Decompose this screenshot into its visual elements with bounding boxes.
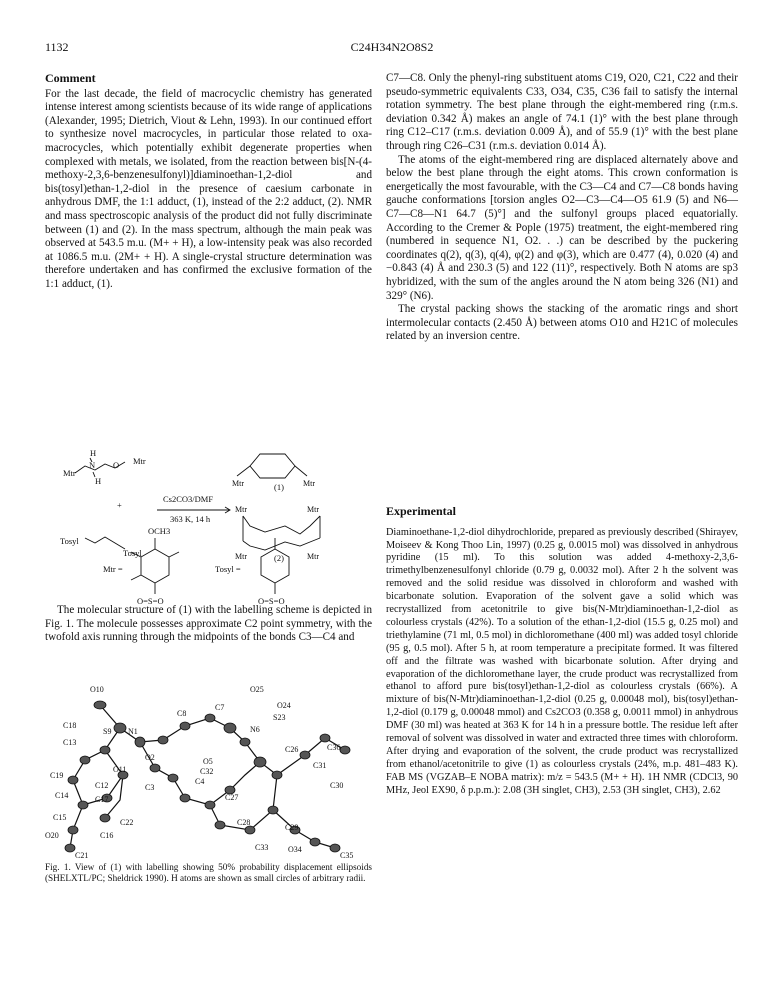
experimental-section bbox=[386, 505, 738, 798]
atom-label-o11: O11 bbox=[113, 765, 127, 774]
ortep-figure bbox=[45, 680, 372, 860]
atom-label-c32: C32 bbox=[200, 767, 214, 776]
page-header bbox=[45, 40, 739, 56]
scheme-reagent: Cs2CO3/DMF bbox=[163, 494, 214, 504]
atom-label-c8: C8 bbox=[177, 709, 187, 718]
scheme-tosyl-1: Tosyl bbox=[60, 536, 79, 546]
scheme-plus: + bbox=[117, 500, 122, 510]
page-number: 1132 bbox=[45, 40, 69, 54]
atom-labels bbox=[45, 685, 353, 860]
atom-label-c29: C29 bbox=[285, 823, 299, 832]
packing-paragraph: The crystal packing shows the stacking of the aromatic rings and short intermolecular contacts (2.450 Å) between atoms O10 and H21C of molecules related by an inversion centre. bbox=[386, 303, 738, 343]
mtr-definition: Mtr = bbox=[103, 564, 123, 574]
atom-label-o20: O20 bbox=[45, 831, 59, 840]
left-column-bottom bbox=[45, 604, 372, 645]
scheme-mtr-2a: Mtr bbox=[235, 505, 247, 514]
tosyl-definition: Tosyl = bbox=[215, 564, 241, 574]
atom-label-c26: C26 bbox=[285, 745, 299, 754]
atom-label-o25: O25 bbox=[250, 685, 264, 694]
atom-label-o2: O2 bbox=[145, 753, 155, 762]
so2-tosyl: O=S=O bbox=[258, 596, 285, 606]
scheme-mtr-right: Mtr bbox=[133, 456, 146, 466]
atom-label-c30: C30 bbox=[330, 781, 344, 790]
atom-label-c36: C36 bbox=[327, 743, 341, 752]
atom-label-o10: O10 bbox=[90, 685, 104, 694]
atom-label-c13: C13 bbox=[63, 738, 77, 747]
conformation-paragraph: The atoms of the eight-membered ring are displaced alternately above and below the best plane through the eight atoms. This crown conformation is energetically the most favourable, with the C3—C4 and C7—C8 bonds having gauche conformations [torsion angles O2—C3—C4—O5 61.9 (5) and N6—C7—C8—N1 64.7 (5)°] and the sulfonyl groups placed equatorially. According to the Cremer & Pople (1975) treatment, the eight-membered ring (numbered in sequence N1, O2. . .) can be described by the puckering coordinates q(2), q(3), q(4), φ(2) and φ(3), which are 0.477 (4), 0.020 (4) and −0.843 (4) Å and 230.3 (5) and 122 (11)°, respectively. Both N atoms are sp3 hybridized, with the sum of the angles around the N atom being 326 (N1) and 329° (N6). bbox=[386, 153, 738, 302]
atom-label-c17: C17 bbox=[95, 795, 109, 804]
atom-label-c16: C16 bbox=[100, 831, 114, 840]
running-formula: C24H34N2O8S2 bbox=[350, 40, 434, 54]
scheme-mtr-1a: Mtr bbox=[232, 479, 244, 488]
atom-label-s9: S9 bbox=[103, 727, 112, 736]
atom-ellipsoids bbox=[65, 701, 350, 852]
left-column-top bbox=[45, 72, 372, 292]
atom-label-c21: C21 bbox=[75, 851, 89, 860]
atom-label-c7: C7 bbox=[215, 703, 225, 712]
atom-label-s23: S23 bbox=[273, 713, 286, 722]
symmetry-paragraph: C7—C8. Only the phenyl-ring substituent atoms C19, O20, C21, C22 and their pseudo-symmetric equivalents C33, O34, C35, C36 fail to satisfy the internal rotation symmetry. The best plane through the eight-membered ring (r.m.s. deviation 0.342 Å) makes an angle of 74.1 (1)° with the best plane through ring C12–C17 (r.m.s. deviation 0.009 Å), and of 55.9 (1)° with the best plane through ring C26–C31 (r.m.s. deviation 0.014 Å). bbox=[386, 72, 738, 152]
scheme-h-bottom: H bbox=[95, 476, 102, 486]
scheme-h-top: H bbox=[90, 448, 97, 458]
scheme-n-left: N bbox=[89, 460, 96, 470]
atom-label-c31: C31 bbox=[313, 761, 327, 770]
scheme-o-left: O bbox=[113, 460, 120, 470]
atom-label-c28: C28 bbox=[237, 818, 251, 827]
atom-label-c27: C27 bbox=[225, 793, 239, 802]
atom-label-o5: O5 bbox=[203, 757, 213, 766]
experimental-heading: Experimental bbox=[386, 504, 456, 518]
atom-label-c3: C3 bbox=[145, 783, 155, 792]
scheme-mtr-2b: Mtr bbox=[307, 505, 319, 514]
atom-label-c12: C12 bbox=[95, 781, 109, 790]
figure-caption: Fig. 1. View of (1) with labelling showing 50% probability displacement ellipsoids (SHELXTL/PC; Sheldrick 1990). H atoms are shown as small circles of arbitrary radii. bbox=[45, 862, 372, 884]
atom-label-c35: C35 bbox=[340, 851, 354, 860]
och3-label: OCH3 bbox=[148, 526, 171, 536]
right-column bbox=[386, 72, 738, 344]
atom-label-n1: N1 bbox=[128, 727, 138, 736]
scheme-label-2: (2) bbox=[274, 553, 284, 563]
substituent-definitions bbox=[45, 524, 372, 610]
atom-label-o34: O34 bbox=[288, 845, 302, 854]
atom-label-c4: C4 bbox=[195, 777, 205, 786]
experimental-paragraph: Diaminoethane-1,2-diol dihydrochloride, prepared as previously described (Shirayev, Moiseev & Kong Thoo Lin, 1997) (0.25 g, 0.0015 mol) was dissolved in anhydrous pyridine (15 ml). To this solution was added 4-methoxy-2,3,6-trimethylbenzenesulfonyl chloride (0.79 g, 0.0032 mol). After 2 h the solvent was removed and the solid residue was dissolved in chloroform and washed with bicarbonate solution. Evaporation of the solvent gave a solid which was recrystallized from acetonitrile to give bis(N-Mtr)diaminoethan-1,2-diol as colourless crystals (42%). To a solution of the ethan-1,2-diol (15.5 g, 0.25 mol) and triethylamine (71 ml, 0.5 mol) in dichloromethane (400 ml) was added tosyl chloride (95 g, 0.5 mol). After 5 h, at room temperature a precipitate formed. It was filtered off and the filtrate was washed with bicarbonate solution. After drying and evaporation of the dichloromethane layer, the crude product was recrystallized from ethanol to afford pure bis(tosyl)ethan-1,2-diol as colourless crystals (66%). A mixture of bis(N-Mtr)diaminoethan-1,2-diol (0.25 g, 0.00048 mol), bis(tosyl)ethan-1,2-diol (0.179 g, 0.00048 mmol) and Cs2CO3 (0.358 g, 0.0011 mmol) in anhydrous DMF (30 ml) was heated at 363 K for 14 h in a pressure bottle. The residue left after removal of solvent was dissolved in water and extracted three times with chloroform. After drying and evaporation of the solvent, the crude product was recrystallized from ethanol/acetonitrile to give (1) as colourless crystals (24%, m.p. 481–483 K). FAB MS (VGZAB–E NOBA matrix): m/z = 543.5 (M+ + H). 1H NMR (CDCl3, 90 MHz, Jeol EX90, δ p.p.m.): 2.08 (3H singlet, CH3), 2.53 (3H singlet, CH3), 2.62 bbox=[386, 526, 738, 796]
atom-label-o24: O24 bbox=[277, 701, 291, 710]
scheme-mtr-2d: Mtr bbox=[307, 552, 319, 561]
atom-label-c14: C14 bbox=[55, 791, 69, 800]
molecular-structure-paragraph: The molecular structure of (1) with the labelling scheme is depicted in Fig. 1. The molecule possesses approximate C2 point symmetry, with the twofold axis running through the midpoints of the bonds C3—C4 and bbox=[45, 604, 372, 644]
scheme-mtr-left: Mtr bbox=[63, 468, 76, 478]
scheme-label-1: (1) bbox=[274, 482, 284, 492]
scheme-tosyl-2: Tosyl bbox=[123, 548, 142, 558]
atom-label-c22: C22 bbox=[120, 818, 134, 827]
atom-label-c18: C18 bbox=[63, 721, 77, 730]
atom-label-c19: C19 bbox=[50, 771, 64, 780]
atom-label-n6: N6 bbox=[250, 725, 260, 734]
scheme-mtr-1b: Mtr bbox=[303, 479, 315, 488]
comment-heading: Comment bbox=[45, 71, 96, 85]
comment-paragraph: For the last decade, the field of macrocyclic chemistry has generated intense interest among scientists because of its wide range of applications (Alexander, 1995; Dietrich, Viout & Lehn, 1993). In our continued effort to synthesize novel macrocycles, in particular those related to oxa-macrocycles, which potentially exhibit degenerate properties when complexed with metals, we isolated, from the reaction between bis[N-(4-methoxy-2,3,6-benzenesulfonyl)]diaminoethan-1,2-diol and bis(tosyl)ethan-1,2-diol in the presence of caesium carbonate in anhydrous DMF, the 1:1 adduct, (1), instead of the 2:2 adduct, (2). NMR and mass spectroscopic analysis of the product did not fully discriminate between (1) and (2). In the mass spectrum, although the main peak was observed at 543.5 m.u. (M+ + H), a low-intensity peak was also recorded at 1086.5 m.u. (2M+ + H). A single-crystal structure determination was therefore undertaken and has confirmed the exclusive formation of the 1:1 adduct, (1). bbox=[45, 87, 372, 290]
atom-label-c33: C33 bbox=[255, 843, 269, 852]
so2-mtr: O=S=O bbox=[137, 596, 164, 606]
scheme-mtr-2c: Mtr bbox=[235, 552, 247, 561]
scheme-conditions: 363 K, 14 h bbox=[170, 514, 211, 524]
atom-label-c15: C15 bbox=[53, 813, 67, 822]
